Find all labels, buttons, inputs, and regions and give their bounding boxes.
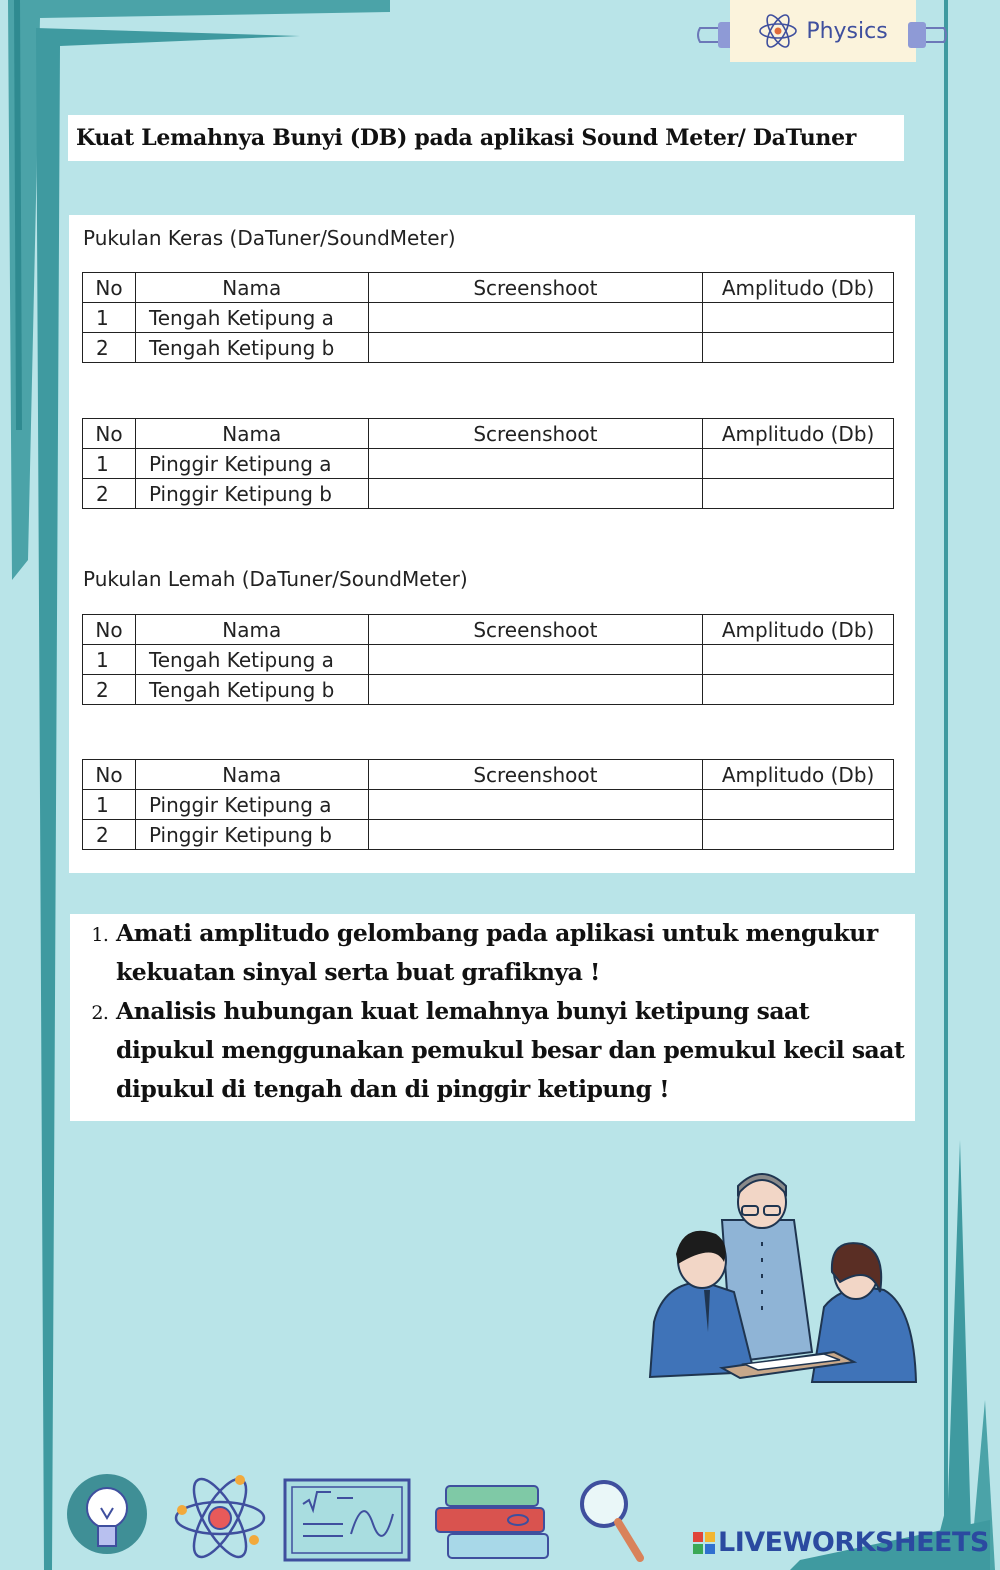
watermark <box>692 1527 989 1558</box>
header-screenshoot: Screenshoot <box>368 760 703 790</box>
screenshoot-cell[interactable] <box>368 449 703 479</box>
data-table <box>82 272 894 363</box>
row-no: 2 <box>83 820 136 850</box>
subject-tag <box>730 0 916 62</box>
table-header-row <box>83 760 894 790</box>
row-no: 2 <box>83 675 136 705</box>
row-nama: Pinggir Ketipung a <box>135 790 368 820</box>
table-header-row <box>83 419 894 449</box>
table-row <box>83 303 894 333</box>
amplitudo-cell[interactable] <box>703 820 894 850</box>
subject-label: Physics <box>806 18 888 44</box>
row-no: 2 <box>83 479 136 509</box>
screenshoot-cell[interactable] <box>368 675 703 705</box>
section-caption-keras: Pukulan Keras (DaTuner/SoundMeter) <box>83 226 456 250</box>
binder-clip-right-icon <box>906 20 950 50</box>
row-nama: Tengah Ketipung b <box>135 675 368 705</box>
row-nama: Pinggir Ketipung b <box>135 820 368 850</box>
atom-model-icon <box>170 1470 270 1566</box>
header-no: No <box>83 419 136 449</box>
header-no: No <box>83 615 136 645</box>
liveworksheets-logo-icon <box>692 1531 716 1555</box>
table-header-row <box>83 273 894 303</box>
table-row <box>83 449 894 479</box>
magnifier-icon <box>578 1478 648 1564</box>
tables-panel <box>69 215 915 873</box>
table-row <box>83 645 894 675</box>
table-row <box>83 479 894 509</box>
header-amplitudo: Amplitudo (Db) <box>703 615 894 645</box>
row-nama: Tengah Ketipung a <box>135 303 368 333</box>
screenshoot-cell[interactable] <box>368 333 703 363</box>
atom-icon <box>758 13 798 49</box>
screenshoot-cell[interactable] <box>368 645 703 675</box>
table-row <box>83 790 894 820</box>
screenshoot-cell[interactable] <box>368 820 703 850</box>
data-table <box>82 418 894 509</box>
amplitudo-cell[interactable] <box>703 303 894 333</box>
data-table <box>82 614 894 705</box>
row-no: 1 <box>83 645 136 675</box>
amplitudo-cell[interactable] <box>703 333 894 363</box>
row-no: 2 <box>83 333 136 363</box>
row-no: 1 <box>83 303 136 333</box>
row-nama: Pinggir Ketipung a <box>135 449 368 479</box>
amplitudo-cell[interactable] <box>703 645 894 675</box>
lightbulb-icon <box>65 1472 149 1562</box>
question-list <box>114 914 914 1109</box>
header-nama: Nama <box>135 419 368 449</box>
question-item: 2. Analisis hubungan kuat lemahnya bunyi ketipung saat dipukul menggunakan pemukul besar dan pemukul kecil saat dipukul di tengah dan di pinggir ketipung ! <box>114 992 914 1109</box>
amplitudo-cell[interactable] <box>703 675 894 705</box>
amplitudo-cell[interactable] <box>703 449 894 479</box>
row-no: 1 <box>83 790 136 820</box>
question-item: 1. Amati amplitudo gelombang pada aplikasi untuk mengukur kekuatan sinyal serta buat grafiknya ! <box>114 914 914 992</box>
header-screenshoot: Screenshoot <box>368 419 703 449</box>
amplitudo-cell[interactable] <box>703 479 894 509</box>
questions-box <box>70 914 915 1121</box>
screenshoot-cell[interactable] <box>368 479 703 509</box>
chalkboard-icon <box>283 1478 413 1564</box>
watermark-text: LIVEWORKSHEETS <box>718 1527 989 1558</box>
amplitudo-cell[interactable] <box>703 790 894 820</box>
header-screenshoot: Screenshoot <box>368 615 703 645</box>
header-no: No <box>83 273 136 303</box>
books-icon <box>432 1478 556 1562</box>
header-nama: Nama <box>135 760 368 790</box>
header-screenshoot: Screenshoot <box>368 273 703 303</box>
table-row <box>83 675 894 705</box>
row-nama: Tengah Ketipung a <box>135 645 368 675</box>
worksheet-title <box>68 115 904 161</box>
table-header-row <box>83 615 894 645</box>
table-row <box>83 820 894 850</box>
students-illustration <box>644 1172 924 1392</box>
title-text: Kuat Lemahnya Bunyi (DB) pada aplikasi Sound Meter/ DaTuner <box>76 125 857 151</box>
screenshoot-cell[interactable] <box>368 790 703 820</box>
header-nama: Nama <box>135 615 368 645</box>
row-nama: Tengah Ketipung b <box>135 333 368 363</box>
header-amplitudo: Amplitudo (Db) <box>703 760 894 790</box>
section-caption-lemah: Pukulan Lemah (DaTuner/SoundMeter) <box>83 567 468 591</box>
header-amplitudo: Amplitudo (Db) <box>703 419 894 449</box>
header-nama: Nama <box>135 273 368 303</box>
row-no: 1 <box>83 449 136 479</box>
data-table <box>82 759 894 850</box>
row-nama: Pinggir Ketipung b <box>135 479 368 509</box>
screenshoot-cell[interactable] <box>368 303 703 333</box>
header-no: No <box>83 760 136 790</box>
header-amplitudo: Amplitudo (Db) <box>703 273 894 303</box>
table-row <box>83 333 894 363</box>
